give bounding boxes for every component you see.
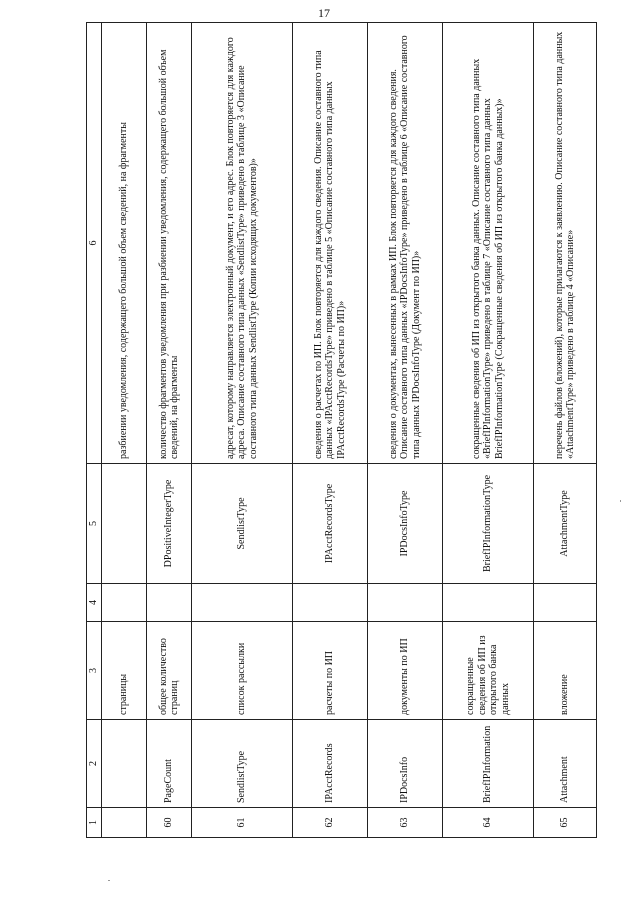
element-requirement: [147, 584, 192, 622]
element-note: количество фрагментов уведомления при разбиении уведомления, содержащего большой объем сведений, на фрагменты: [147, 23, 192, 464]
element-name: SendlistType: [192, 720, 293, 808]
element-name: IPDocsInfo: [368, 720, 443, 808]
element-type: SendlistType: [192, 464, 293, 584]
element-requirement: [102, 584, 147, 622]
row-number: 62: [293, 808, 368, 838]
row-number: 63: [368, 808, 443, 838]
element-name: Attachment: [534, 720, 597, 808]
table-row: [534, 23, 597, 838]
row-number: 60: [147, 808, 192, 838]
element-name: BriefIPInformation: [443, 720, 534, 808]
row-number: 64: [443, 808, 534, 838]
element-requirement: [293, 584, 368, 622]
element-requirement: [368, 584, 443, 622]
element-note: сведения о документах, вынесенных в рамках ИП. Блок повторяется для каждого сведения. Описание составного типа данных «IPDocsInfoType» приведено в таблице 6 «Описание составного типа данных IPDocsInfoType (Документ по ИП)»: [368, 23, 443, 464]
element-description: общее количество страниц: [147, 622, 192, 720]
header-row: [87, 23, 102, 838]
row-number: 65: [534, 808, 597, 838]
table-row: [102, 23, 147, 838]
element-description: вложение: [534, 622, 597, 720]
element-type: DPositiveIntegerType: [147, 464, 192, 584]
column-header: 3: [87, 622, 102, 720]
data-table: [86, 22, 597, 838]
element-note: перечень файлов (вложений), которые прилагаются к заявлению. Описание составного типа данных «AttachmentType» приведено в таблице 4 «Описание»: [534, 23, 597, 464]
table-row: [147, 23, 192, 838]
table-row: [443, 23, 534, 838]
table-row: [192, 23, 293, 838]
element-requirement: [443, 584, 534, 622]
element-description: сокращенные сведения об ИП из открытого банка данных: [443, 622, 534, 720]
element-note: сокращенные сведения об ИП из открытого банка данных. Описание составного типа данных «BriefIPInformationType» приведено в таблице 7 «Описание составного типа данных BriefIPInformationType (Сокращенные сведения об ИП из открытого банка данных)»: [443, 23, 534, 464]
row-number: [102, 808, 147, 838]
element-type: [102, 464, 147, 584]
scan-speck: [620, 500, 621, 502]
column-header: 4: [87, 584, 102, 622]
rotated-table-container: [86, 23, 626, 838]
element-description: расчеты по ИП: [293, 622, 368, 720]
column-header: 6: [87, 23, 102, 464]
page-number: 17: [318, 6, 330, 20]
row-number: 61: [192, 808, 293, 838]
element-description: страницы: [102, 622, 147, 720]
element-type: IPDocsInfoType: [368, 464, 443, 584]
element-name: [102, 720, 147, 808]
element-requirement: [192, 584, 293, 622]
column-header: 2: [87, 720, 102, 808]
element-description: документы по ИП: [368, 622, 443, 720]
element-type: BriefIPInformationType: [443, 464, 534, 584]
element-note: сведения о расчетах по ИП. Блок повторяется для каждого сведения. Описание составного типа данных «IPAcctRecordsType» приведено в таблице 5 «Описание составного типа данных IPAcctRecordsType (Расчеты по ИП)»: [293, 23, 368, 464]
table-row: [293, 23, 368, 838]
element-note: адресат, которому направляется электронный документ, и его адрес. Блок повторяется для каждого адреса. Описание составного типа данных «SendlistType» приведено в таблице 3 «Описание составного типа данных SendlistType (Копии исходящих документов)»: [192, 23, 293, 464]
element-note: разбиении уведомления, содержащего большой объем сведений, на фрагменты: [102, 23, 147, 464]
element-name: PageCount: [147, 720, 192, 808]
scan-speck: [108, 880, 110, 881]
element-name: IPAcctRecords: [293, 720, 368, 808]
table-row: [368, 23, 443, 838]
column-header: 5: [87, 464, 102, 584]
element-type: AttachmentType: [534, 464, 597, 584]
element-type: IPAcctRecordsType: [293, 464, 368, 584]
element-description: список рассылки: [192, 622, 293, 720]
column-header: 1: [87, 808, 102, 838]
element-requirement: [534, 584, 597, 622]
